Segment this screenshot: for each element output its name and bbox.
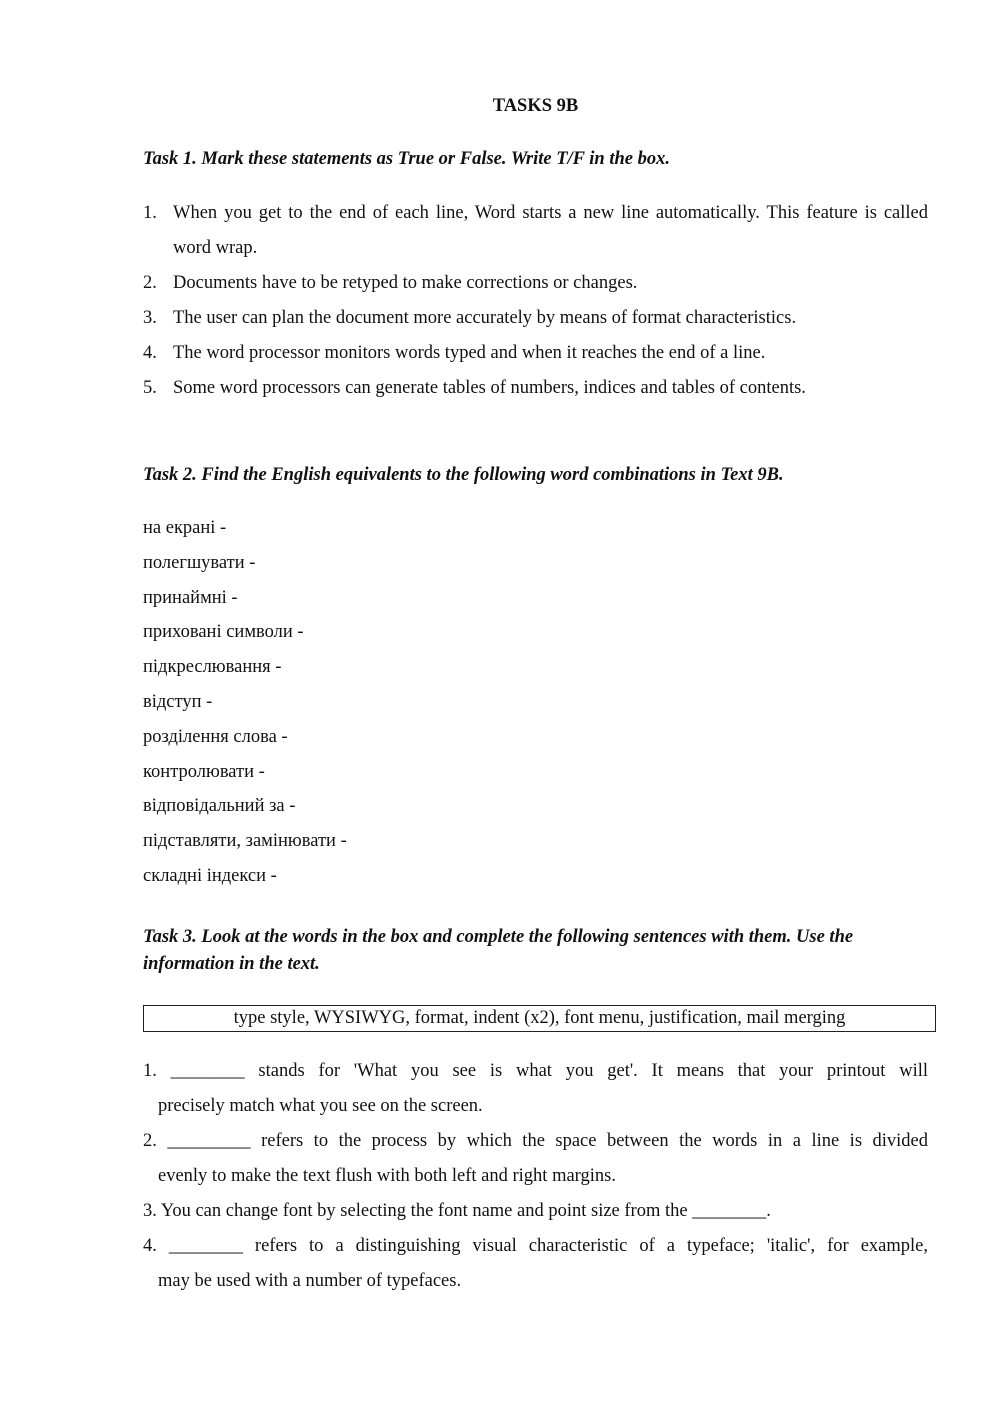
task1-item xyxy=(143,266,928,301)
vocab-item: складні індекси - xyxy=(143,865,277,886)
task1-item-number: 5. xyxy=(143,378,157,398)
vocab-item: розділення слова - xyxy=(143,726,288,747)
task3-item-line: 1. ________ stands for 'What you see is what you get'. It means that your printout will xyxy=(143,1061,928,1081)
vocab-item: полегшувати - xyxy=(143,552,256,573)
task1-item-text: The word processor monitors words typed and when it reaches the end of a line. xyxy=(173,343,766,363)
task1-item-number: 4. xyxy=(143,343,157,363)
task2-heading: Task 2. Find the English equivalents to the following word combinations in Text 9B. xyxy=(143,465,784,485)
page-title: TASKS 9B xyxy=(492,96,579,116)
vocab-item: принаймні - xyxy=(143,587,238,608)
vocab-item: контролювати - xyxy=(143,761,265,782)
vocab-item: приховані символи - xyxy=(143,622,304,643)
task3-item xyxy=(143,1054,928,1124)
task3-item xyxy=(143,1194,928,1229)
word-box: type style, WYSIWYG, format, indent (x2), font menu, justification, mail merging xyxy=(143,1005,936,1032)
vocab-item: підставляти, замінювати - xyxy=(143,831,347,852)
task3-item-line: 4. ________ refers to a distinguishing visual characteristic of a typeface; 'italic', for example, xyxy=(143,1236,928,1256)
task1-item-text: Some word processors can generate tables of numbers, indices and tables of contents. xyxy=(173,378,806,398)
vocab-item: відповідальний за - xyxy=(143,796,296,817)
task3-list xyxy=(143,1054,928,1299)
task1-item-text: When you get to the end of each line, Word starts a new line automatically. This feature is called word wrap. xyxy=(173,203,928,258)
task1-item xyxy=(143,196,928,266)
task3-item-continuation: may be used with a number of typefaces. xyxy=(158,1271,462,1291)
task3-item-line: 2. _________ refers to the process by which the space between the words in a line is divided xyxy=(143,1131,928,1151)
task1-item-number: 1. xyxy=(143,203,157,223)
task1-item-text: The user can plan the document more accurately by means of format characteristics. xyxy=(173,308,797,328)
task2-vocab-list xyxy=(143,511,347,894)
task1-item-text: Documents have to be retyped to make corrections or changes. xyxy=(173,273,638,293)
task3-item xyxy=(143,1124,928,1194)
task3-item-line: 3. You can change font by selecting the font name and point size from the ________. xyxy=(143,1201,771,1221)
task1-item-number: 2. xyxy=(143,273,157,293)
task1-list xyxy=(143,196,928,406)
task3-heading: Task 3. Look at the words in the box and complete the following sentences with them. Use the information in the text. xyxy=(143,927,854,974)
vocab-item: підкреслювання - xyxy=(143,657,282,678)
vocab-item: на екрані - xyxy=(143,518,227,538)
task3-item-continuation: precisely match what you see on the screen. xyxy=(158,1096,483,1116)
task1-heading: Task 1. Mark these statements as True or False. Write T/F in the box. xyxy=(143,149,670,169)
task1-item xyxy=(143,371,928,406)
task3-item-continuation: evenly to make the text flush with both left and right margins. xyxy=(158,1166,616,1186)
task1-item xyxy=(143,301,928,336)
task1-item xyxy=(143,336,928,371)
task3-item xyxy=(143,1229,928,1299)
vocab-item: відступ - xyxy=(143,691,213,712)
task1-item-number: 3. xyxy=(143,308,157,328)
